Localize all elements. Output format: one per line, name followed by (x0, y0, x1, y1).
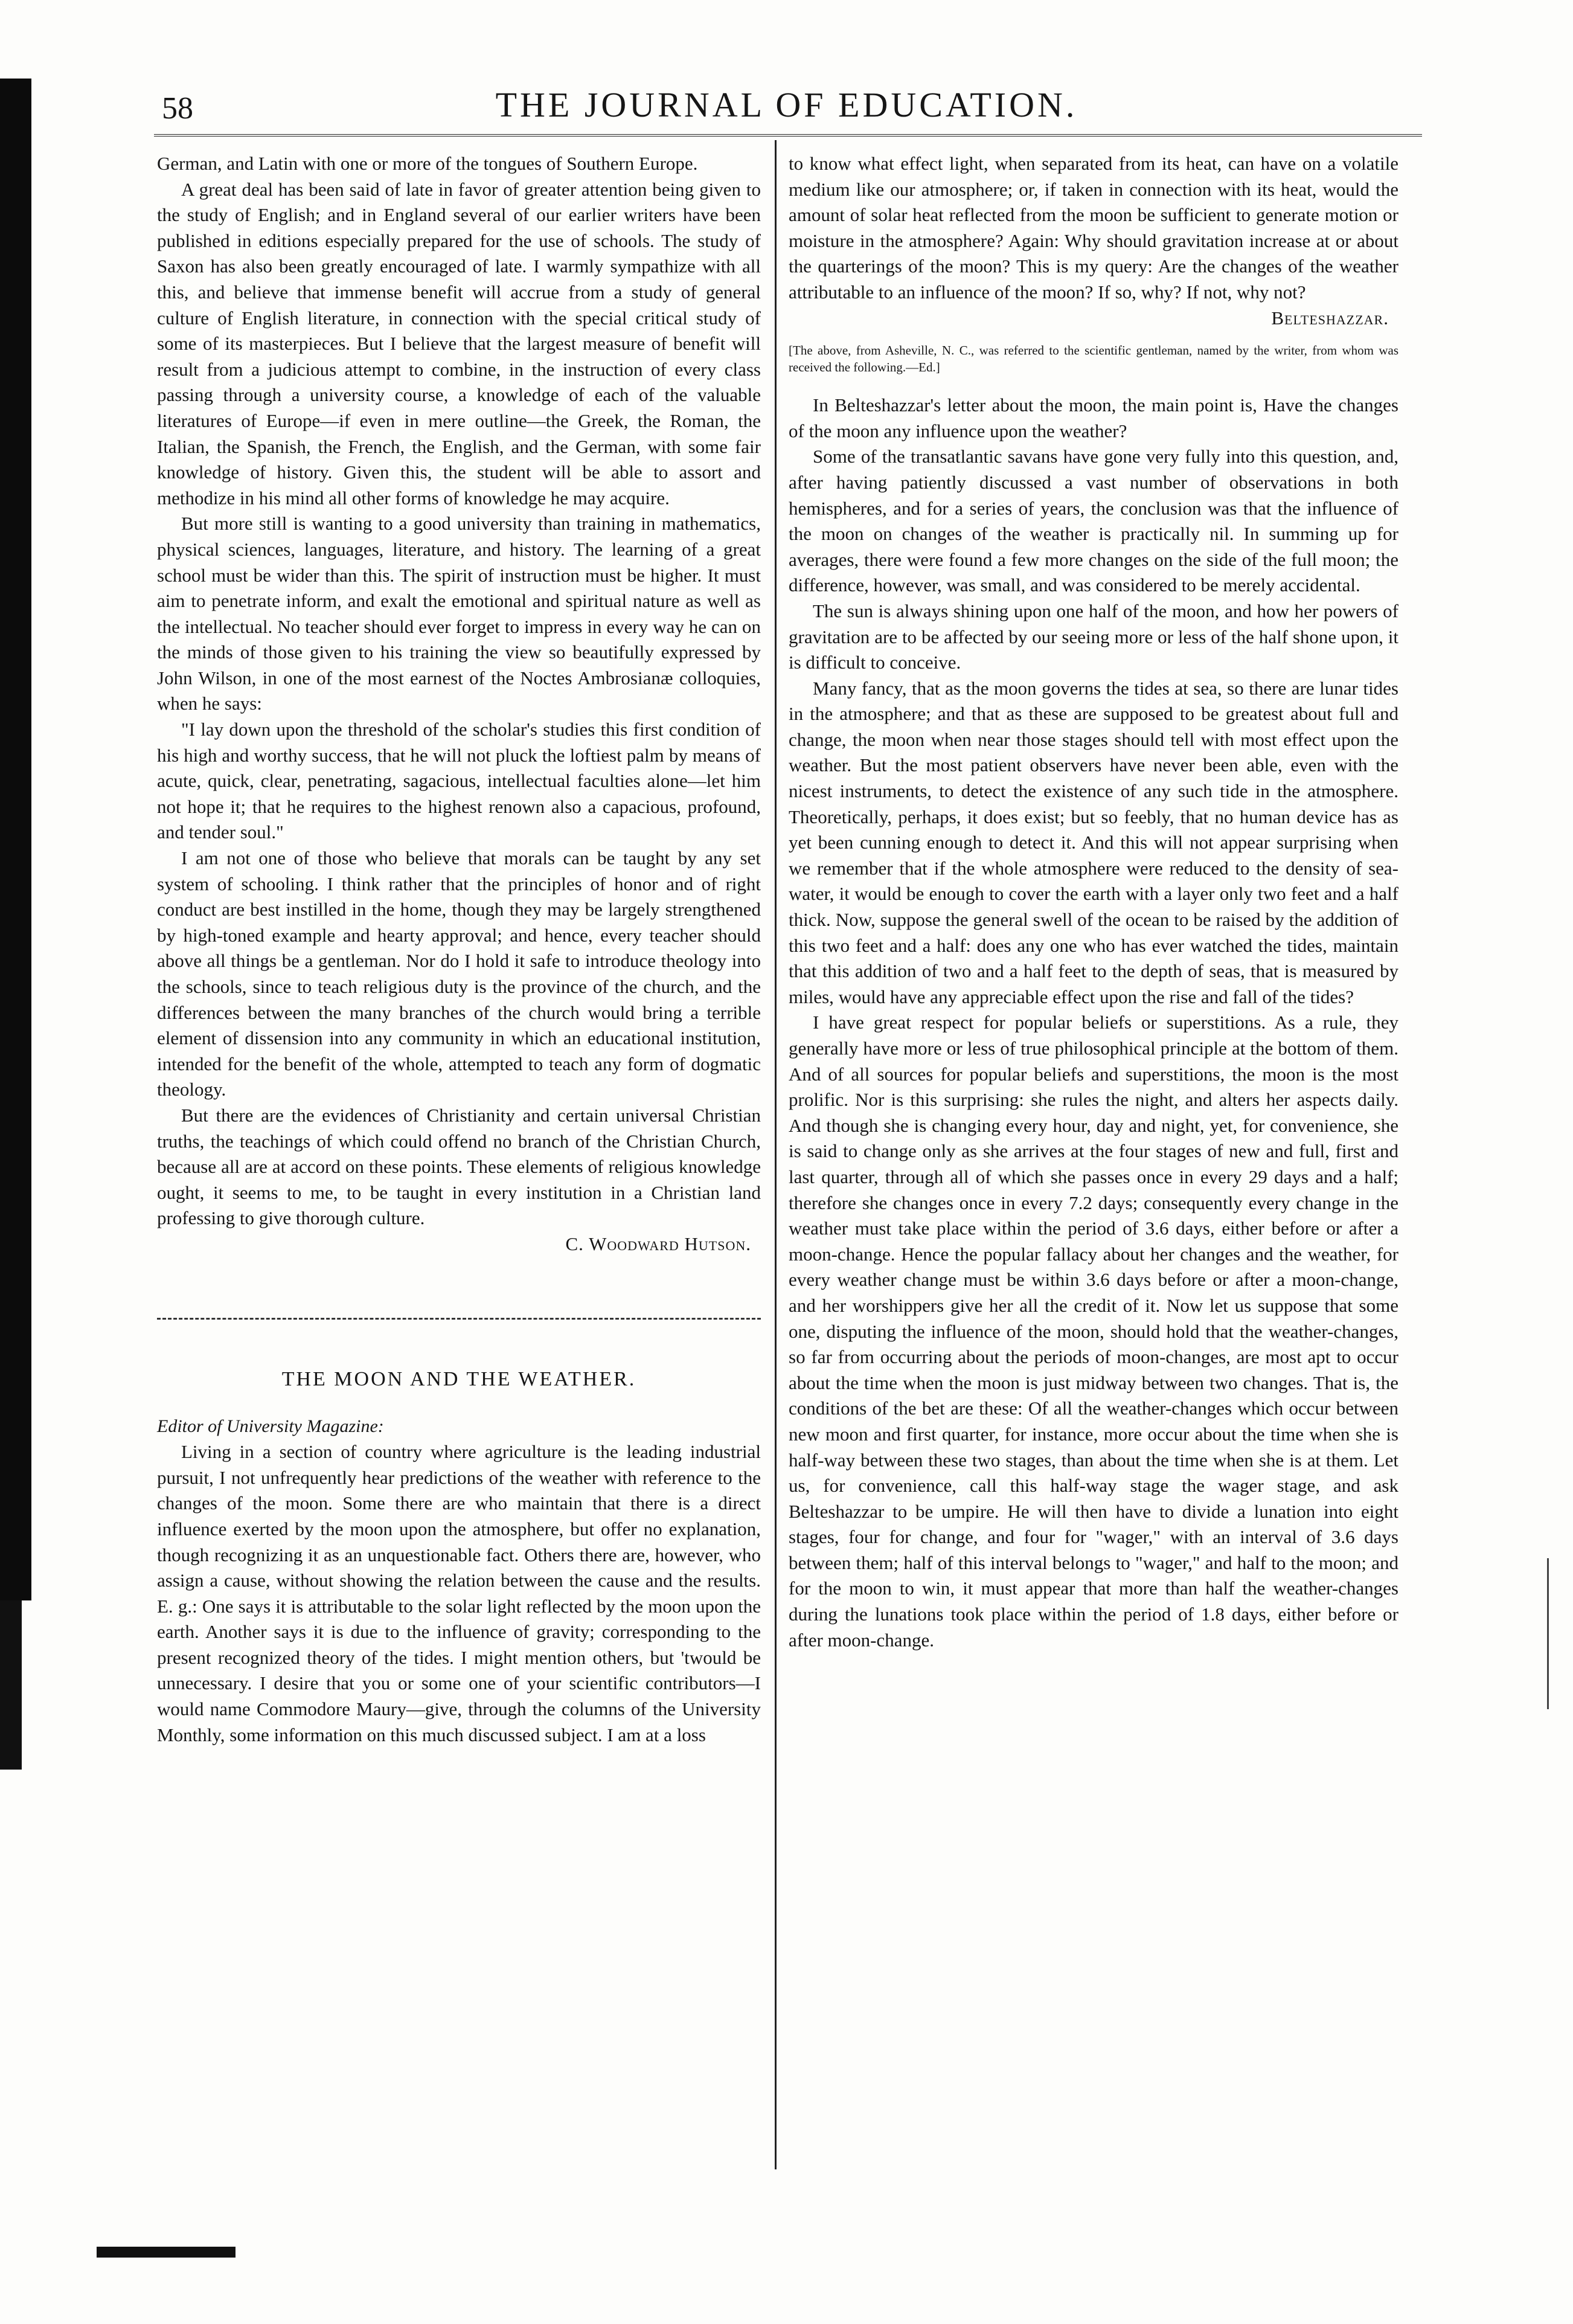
paragraph: Many fancy, that as the moon governs the tides at sea, so there are lunar tides in the atmosphere; and that as these are supposed to be greatest about full and change, the moon when near those stages should tell with most effect upon the weather. But the most patient observers have never been able, even with the nicest instruments, to detect the existence of any such tide in the atmosphere. Theoretically, perhaps, it does exist; but so feebly, that no human device has as yet been cunning enough to detect it. And this will not appear surprising when we remember that if the whole atmosphere were reduced to the density of sea-water, it would be enough to cover the earth with a layer only two feet and a half thick. Now, suppose the general swell of the ocean to be raised by the addition of this two feet and a half: does any one who has ever watched the tides, maintain that this addition of two and a half feet to the depth of seas, that is measured by miles, would have any appreciable effect upon the rise and fall of the tides? (789, 677, 1398, 1007)
paragraph: In Belteshazzar's letter about the moon, the main point is, Have the changes of the moon any influence upon the weather? (789, 394, 1398, 441)
running-title: THE JOURNAL OF EDUCATION. (495, 85, 1078, 124)
paragraph: German, and Latin with one or more of the tongues of Southern Europe. (157, 153, 698, 174)
right-column (789, 151, 1398, 1653)
header-rule (154, 134, 1422, 136)
binding-shadow (0, 79, 31, 1600)
paragraph: I have great respect for popular beliefs or superstitions. As a rule, they generally have more or less of true philosophical principle at the bottom of them. And of all sources for popular beliefs and superstitions, the moon is the most prolific. Nor is this surprising: she rules the night, and alters her aspects daily. And though she is changing every hour, day and night, yet, for convenience, she is said to change only as she arrives at the four stages of new and full, first and last quarter, through all of which she passes once in every 29 days and a half; therefore she changes once in every 7.2 days; consequently every change in the weather must take place within the period of 3.6 days, either before or after a moon-change. Hence the popular fallacy about her changes and the weather, for every weather change must be within 3.6 days before or after a moon-change, and her worshippers give her all the credit of it. Now let us suppose that some one, disputing the influence of the moon, should hold that the weather-changes, so far from occurring about the periods of moon-changes, are most apt to occur about the time when the moon is just midway between two changes. That is, the conditions of the bet are these: Of all the weather-changes which occur between new moon and first quarter, for instance, more occur about the time when she is half-way between these two stages, than about the time when she is at them. Let us, for convenience, call this half-way stage the wager stage, and ask Belteshazzar to be umpire. He will then have to divide a lunation into eight stages, four for change, and four for "wager," with an interval of 3.6 days between them; half of this interval belongs to "wager," and half to the moon; and for the moon to win, it must appear that more than half the weather-changes during the lunations took place within the period of 1.8 days, either before or after moon-change. (789, 1012, 1398, 1651)
paragraph: A great deal has been said of late in favor of greater attention being given to the study of English; and in England several of our earlier writers have been published in editions especially prepared for the use of schools. The study of Saxon has also been greatly encouraged of late. I warmly sympathize with all this, and believe that immense benefit will accrue from a study of general culture of English literature, in connection with the special critical study of some of its masterpieces. But I believe that the largest measure of benefit will result from a judicious attempt to combine, in the instruction of every class passing through a university course, a knowledge of each of the valuable literatures of Europe—if even in mere outline—the Greek, the Roman, the Italian, the Spanish, the French, the English, and the German, with some fair knowledge of history. Given this, the student will be able to assort and methodize in his mind all other forms of knowledge he may acquire. (157, 178, 761, 509)
scan-artifact-mark (97, 2247, 235, 2258)
scan-margin-line (1547, 1558, 1549, 1709)
paragraph: But there are the evidences of Christianity and certain universal Christian truths, the teachings of which could offend no branch of the Christian Church, because all are at accord on these points. These elements of religious knowledge ought, it seems to me, to be taught in every institution in a Christian land professing to give thorough culture. (157, 1104, 761, 1229)
paragraph: Living in a section of country where agriculture is the leading industrial pursuit, I not unfrequently hear predictions of the weather with reference to the changes of the moon. Some there are who maintain that there is a direct influence exerted by the moon upon the atmosphere, but offer no explanation, though recognizing it as an unquestionable fact. Others there are, however, who assign a cause, without showing the relation between the cause and the results. E. g.: One says it is attributable to the solar light reflected by the moon upon the earth. Another says it is due to the influence of gravity; corresponding to the present recognized theory of the tides. I might mention others, but 'twould be unnecessary. I desire that you or some one of your scientific contributors—I would name Commodore Maury—give, through the columns of the University Monthly, some information on this much discussed subject. I am at a loss (157, 1441, 761, 1745)
editor-note: [The above, from Asheville, N. C., was referred to the scientific gentleman, named by the writer, from whom was received the following.—Ed.] (789, 343, 1398, 375)
block-quote: "I lay down upon the threshold of the scholar's studies this first condition of his high and worthy success, that he will not pluck the loftiest palm by means of acute, quick, clear, penetrating, sagacious, intellectual faculties alone—let him not hope it; that he requires to the highest renown also a capacious, profound, and tender soul." (157, 719, 761, 843)
page-number: 58 (162, 91, 193, 126)
paragraph: Some of the transatlantic savans have gone very fully into this question, and, after having patiently discussed a vast number of observations in both hemispheres, and for a series of years, the conclusion was that the influence of the moon on changes of the weather is practically nil. In summing up for averages, there were found a few more changes on the side of the full moon; the difference, however, was small, and was considered to be merely accidental. (789, 446, 1398, 596)
salutation: Editor of University Magazine: (157, 1416, 384, 1436)
paragraph: I am not one of those who believe that morals can be taught by any set system of schooling. I think rather that the principles of honor and of right conduct are best instilled in the home, though they may be largely strengthened by high-toned example and hearty approval; and hence, every teacher should above all things be a gentleman. Nor do I hold it safe to introduce theology into the schools, since to teach religious duty is the province of the church, and the differences between the many branches of the church would bring a terrible element of dissension into any community in which an educational institution, intended for the benefit of the whole, attempted to teach any form of dogmatic theology. (157, 847, 761, 1100)
paragraph: The sun is always shining upon one half of the moon, and how her powers of gravitation are to be affected by our seeing more or less of the half shone upon, it is difficult to conceive. (789, 600, 1398, 673)
author-signature: C. Woodward Hutson. (565, 1233, 751, 1254)
binding-shadow-lower (0, 1600, 22, 1770)
left-column (157, 151, 761, 1748)
paragraph: But more still is wanting to a good university than training in mathematics, physical sciences, languages, literature, and history. The learning of a great school must be wider than this. The spirit of instruction must be higher. It must aim to penetrate inform, and exalt the emotional and spiritual nature as well as the intellectual. No teacher should ever forget to impress in every way he can on the minds of those given to his training the view so beautifully expressed by John Wilson, in one of the most earnest of the Noctes Ambrosianæ colloquies, when he says: (157, 513, 761, 714)
letter-signature: Belteshazzar. (1271, 307, 1389, 329)
article-title: THE MOON AND THE WEATHER. (281, 1367, 636, 1390)
paragraph: to know what effect light, when separated from its heat, can have on a volatile medium like our atmosphere; or, if taken in connection with its heat, would the amount of solar heat reflected from the moon be sufficient to generate motion or moisture in the atmosphere? Again: Why should gravitation increase at or about the quarterings of the moon? This is my query: Are the changes of the weather attributable to an influence of the moon? If so, why? If not, why not? (789, 153, 1398, 303)
section-divider (157, 1318, 761, 1320)
column-divider (775, 140, 777, 2169)
